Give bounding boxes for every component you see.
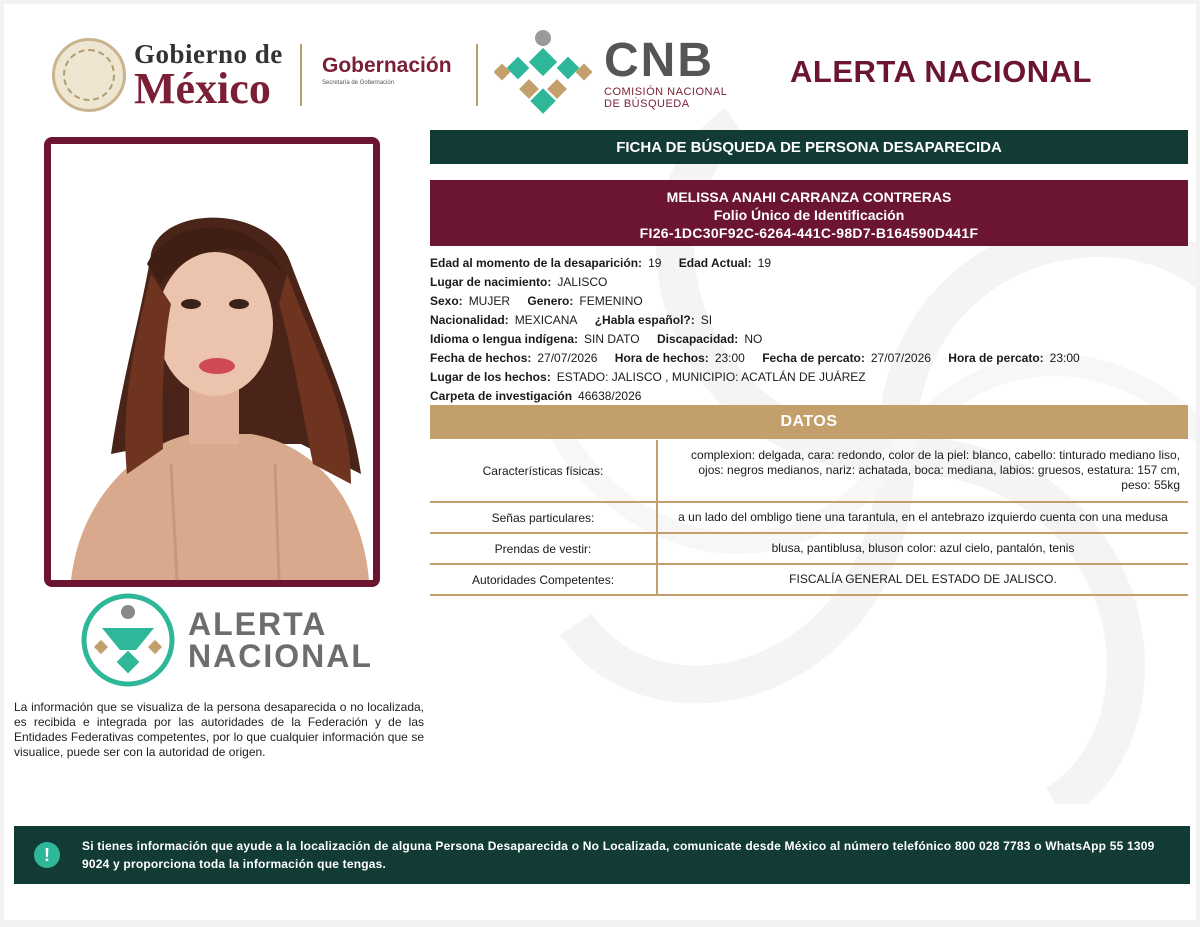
fact-label: Carpeta de investigación bbox=[430, 389, 573, 403]
facts-row bbox=[430, 330, 1190, 349]
datos-label: Prendas de vestir: bbox=[430, 533, 657, 564]
fact-value: MUJER bbox=[468, 294, 511, 308]
facts-row bbox=[430, 387, 1190, 406]
fact-label: Genero: bbox=[527, 294, 574, 308]
fact-value: JALISCO bbox=[557, 275, 608, 289]
datos-label: Señas particulares: bbox=[430, 502, 657, 533]
fact-value: 23:00 bbox=[1049, 351, 1080, 365]
fact-value: 19 bbox=[648, 256, 662, 270]
table-row bbox=[430, 533, 1188, 564]
disclaimer-text: La información que se visualiza de la persona desaparecida o no localizada, es recibida e integrada por las autoridades de la Federación y de las Entidades Federativas competentes, por lo que cualquier información que se visualice, puede ser con la autoridad de origen. bbox=[14, 700, 424, 759]
mexico-label: México bbox=[134, 64, 271, 113]
fact-value: 23:00 bbox=[714, 351, 745, 365]
gobierno-label: Gobierno de bbox=[134, 39, 283, 69]
folio-label: Folio Único de Identificación bbox=[713, 207, 905, 223]
gobernacion-logo bbox=[322, 54, 452, 86]
person-photo bbox=[44, 137, 380, 587]
fact-label: Edad Actual: bbox=[678, 256, 752, 270]
fact-label: Edad al momento de la desaparición: bbox=[430, 256, 643, 270]
alerta-nacional-logo bbox=[80, 592, 373, 688]
cnb-emblem-icon bbox=[494, 26, 592, 120]
fact-label: Lugar de nacimiento: bbox=[430, 275, 552, 289]
cnb-sub-label-2: DE BÚSQUEDA bbox=[604, 98, 690, 110]
ficha-title: FICHA DE BÚSQUEDA DE PERSONA DESAPARECIDA bbox=[430, 130, 1188, 164]
fact-value: FEMENINO bbox=[579, 294, 643, 308]
contact-text: Si tienes información que ayude a la localización de alguna Persona Desaparecida o No Localizada, comunicate desde México al número telefónico 800 028 7783 o WhatsApp 55 1309 9024 y proporciona toda la información que tengas. bbox=[82, 839, 1155, 871]
person-photo-image bbox=[51, 144, 373, 580]
datos-label: Características físicas: bbox=[430, 440, 657, 502]
datos-value: blusa, pantiblusa, bluson color: azul cielo, pantalón, tenis bbox=[657, 533, 1188, 564]
datos-header: DATOS bbox=[430, 405, 1188, 439]
fact-value: SIN DATO bbox=[584, 332, 640, 346]
gobernacion-sub-label: Secretaría de Gobernación bbox=[322, 80, 395, 86]
folio-value: FI26-1DC30F92C-6264-441C-98D7-B164590D441F bbox=[639, 225, 979, 241]
facts-row bbox=[430, 368, 1190, 387]
fact-label: Fecha de percato: bbox=[762, 351, 865, 365]
table-row bbox=[430, 502, 1188, 533]
person-header bbox=[430, 180, 1188, 246]
fact-value: NO bbox=[744, 332, 763, 346]
header-divider bbox=[476, 44, 478, 106]
facts-row bbox=[430, 273, 1190, 292]
fact-value: 27/07/2026 bbox=[870, 351, 931, 365]
fact-label: Idioma o lengua indígena: bbox=[430, 332, 579, 346]
fact-value: MEXICANA bbox=[514, 313, 578, 327]
datos-value: FISCALÍA GENERAL DEL ESTADO DE JALISCO. bbox=[657, 564, 1188, 595]
gobierno-mexico-logo bbox=[52, 38, 283, 112]
fact-value: 46638/2026 bbox=[578, 389, 642, 403]
alerta-nacional-title: ALERTA NACIONAL bbox=[790, 54, 1092, 89]
datos-table bbox=[430, 440, 1188, 596]
search-sheet bbox=[4, 4, 1196, 920]
fact-label: ¿Habla español?: bbox=[594, 313, 695, 327]
alerta-logo-line1: ALERTA bbox=[188, 606, 328, 642]
cnb-label: CNB bbox=[604, 34, 714, 87]
table-row bbox=[430, 440, 1188, 502]
datos-label: Autoridades Competentes: bbox=[430, 564, 657, 595]
person-name: MELISSA ANAHI CARRANZA CONTRERAS bbox=[666, 189, 952, 205]
cnb-logo bbox=[494, 26, 727, 120]
fact-label: Lugar de los hechos: bbox=[430, 370, 551, 384]
national-seal-icon bbox=[52, 38, 126, 112]
fact-label: Hora de percato: bbox=[948, 351, 1044, 365]
fact-label: Sexo: bbox=[430, 294, 463, 308]
fact-label: Fecha de hechos: bbox=[430, 351, 532, 365]
gobernacion-label: Gobernación bbox=[322, 54, 452, 77]
fact-label: Discapacidad: bbox=[656, 332, 739, 346]
fact-label: Nacionalidad: bbox=[430, 313, 509, 327]
table-row bbox=[430, 564, 1188, 595]
fact-value: 27/07/2026 bbox=[537, 351, 598, 365]
facts-row bbox=[430, 349, 1190, 368]
facts-row bbox=[430, 311, 1190, 330]
header-divider bbox=[300, 44, 302, 106]
facts-row bbox=[430, 254, 1190, 273]
fact-value: 19 bbox=[757, 256, 772, 270]
alerta-emblem-icon bbox=[80, 592, 176, 688]
alert-icon: ! bbox=[34, 842, 60, 868]
person-facts bbox=[430, 254, 1190, 406]
alerta-logo-line2: NACIONAL bbox=[188, 638, 373, 674]
contact-banner bbox=[14, 826, 1190, 884]
fact-label: Hora de hechos: bbox=[614, 351, 709, 365]
datos-value: a un lado del ombligo tiene una tarantula, en el antebrazo izquierdo cuenta con una medusa bbox=[657, 502, 1188, 533]
cnb-sub-label-1: COMISIÓN NACIONAL bbox=[604, 86, 728, 98]
fact-value: ESTADO: JALISCO , MUNICIPIO: ACATLÁN DE JUÁREZ bbox=[556, 370, 866, 384]
datos-value: complexion: delgada, cara: redondo, color de la piel: blanco, cabello: tinturado mediano liso, ojos: negros medianos, nariz: achatada, boca: mediana, labios: gruesos, estatura: 157 cm, peso: 55kg bbox=[657, 440, 1188, 502]
facts-row bbox=[430, 292, 1190, 311]
fact-value: SI bbox=[700, 313, 713, 327]
